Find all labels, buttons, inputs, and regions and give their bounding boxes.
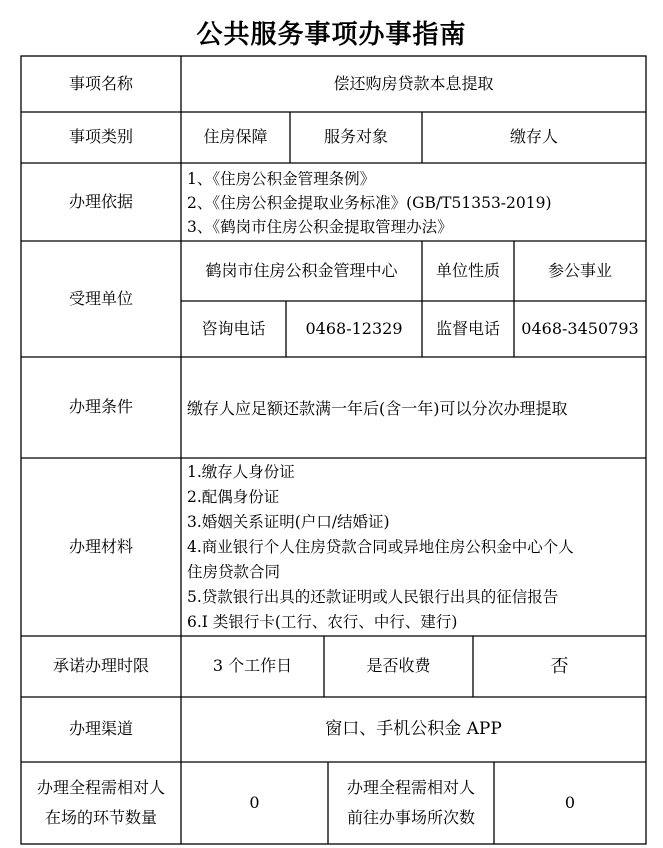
channel-label: 办理渠道 [68,719,133,739]
consult-phone-value: 0468-12329 [305,318,403,338]
basis-label: 办理依据 [68,191,133,211]
materials-list [187,460,574,635]
list-item: 1、《住房公积金管理条例》 [187,170,376,188]
handling-unit-label: 受理单位 [68,288,133,308]
item-name-value: 偿还购房贷款本息提取 [333,73,494,93]
materials-label: 办理材料 [68,536,133,556]
consult-phone-label: 咨询电话 [201,318,266,338]
item-category-value: 住房保障 [203,127,268,147]
list-item: 4.商业银行个人住房贷款合同或异地住房公积金中心个人 [187,538,574,556]
on-site-label-line1: 办理全程需相对人 [36,778,165,797]
list-item: 2.配偶身份证 [187,488,280,506]
basis-list [187,167,552,239]
list-item: 3、《鹤岗市住房公积金提取管理办法》 [187,218,453,236]
service-target-label: 服务对象 [323,127,388,147]
list-item: 2、《住房公积金提取业务标准》(GB/T51353-2019) [187,194,552,212]
list-item: 5.贷款银行出具的还款证明或人民银行出具的征信报告 [187,588,559,606]
list-item: 6.I 类银行卡(工行、农行、中行、建行) [187,613,458,631]
conditions-text: 缴存人应足额还款满一年后(含一年)可以分次办理提取 [187,399,568,418]
visits-label-line2: 前往办事场所次数 [346,808,475,827]
item-category-label: 事项类别 [68,127,133,147]
fee-label: 是否收费 [366,656,431,676]
fee-value: 否 [550,655,569,677]
unit-nature-label: 单位性质 [435,260,500,280]
unit-name: 鹤岗市住房公积金管理中心 [205,260,398,280]
visits-value: 0 [564,792,576,812]
time-limit-label: 承诺办理时限 [52,656,149,676]
page-title: 公共服务事项办事指南 [196,20,467,50]
visits-label [328,762,494,844]
time-limit-value: 3 个工作日 [212,656,293,676]
list-item: 住房贷款合同 [187,563,281,581]
supervise-phone-label: 监督电话 [435,318,500,338]
supervise-phone-value: 0468-3450793 [521,318,639,338]
list-item: 1.缴存人身份证 [187,463,295,481]
visits-label-line1: 办理全程需相对人 [346,778,475,797]
on-site-label [21,762,181,844]
channel-value: 窗口、手机公积金 APP [325,718,502,739]
unit-nature-value: 参公事业 [547,260,612,280]
list-item: 3.婚姻关系证明(户口/结婚证) [187,513,390,531]
item-name-label: 事项名称 [68,73,133,93]
service-target-value: 缴存人 [509,127,558,147]
conditions-label: 办理条件 [68,397,133,417]
on-site-value: 0 [249,792,260,812]
on-site-label-line2: 在场的环节数量 [44,808,157,827]
